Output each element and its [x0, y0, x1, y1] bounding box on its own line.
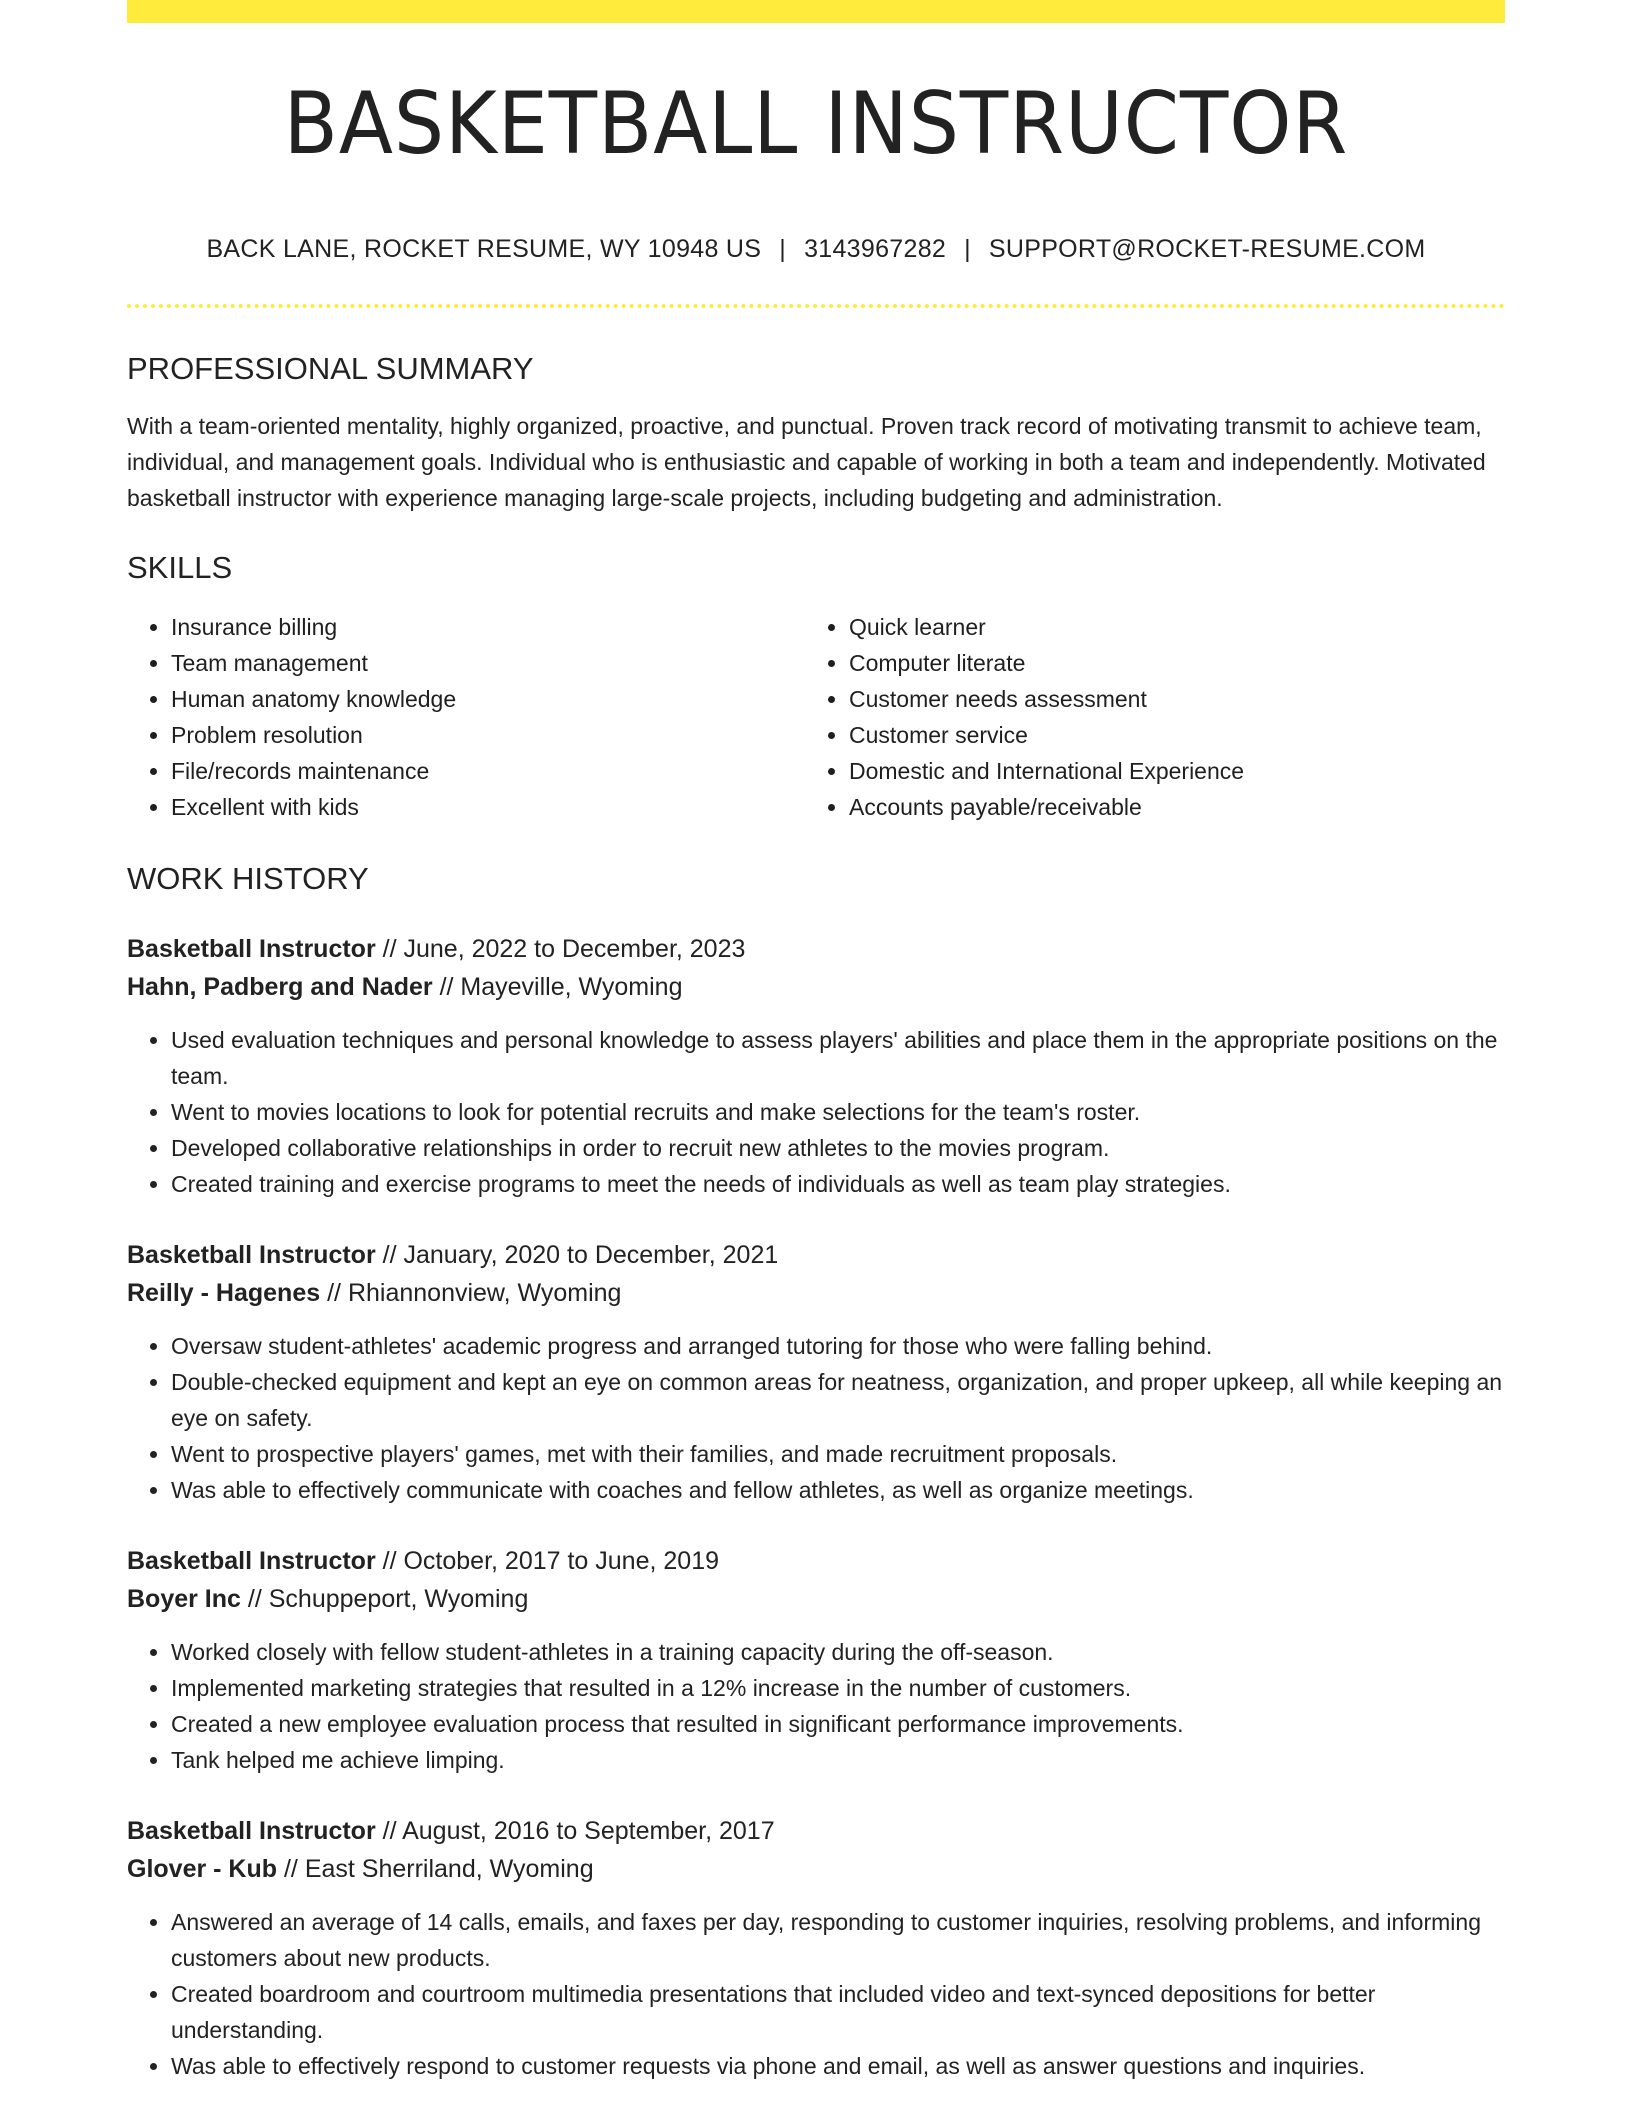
job-bullets — [127, 1904, 1505, 2084]
job-company-line — [127, 1274, 1505, 1312]
job-location: East Sherriland, Wyoming — [304, 1855, 594, 1883]
job-separator: // — [277, 1855, 305, 1883]
work-history-list — [127, 930, 1505, 2084]
skill-item: • Quick learner — [849, 609, 1483, 645]
job-bullet: • Worked closely with fellow student-athletes in a training capacity during the off-season. — [171, 1634, 1505, 1670]
job-bullet: • Implemented marketing strategies that resulted in a 12% increase in the number of customers. — [171, 1670, 1505, 1706]
job-bullet: • Created a new employee evaluation process that resulted in significant performance improvements. — [171, 1706, 1505, 1742]
contact-line — [127, 235, 1505, 264]
job-company: Glover - Kub — [127, 1855, 278, 1883]
skill-item: • Insurance billing — [171, 609, 805, 645]
job-company: Boyer Inc — [127, 1585, 241, 1613]
job-role: Basketball Instructor — [127, 935, 376, 963]
job-bullet: • Created training and exercise programs to meet the needs of individuals as well as team play strategies. — [171, 1166, 1505, 1202]
job-company: Hahn, Padberg and Nader — [127, 973, 433, 1001]
skill-item: • Domestic and International Experience — [849, 753, 1483, 789]
job-bullet: • Went to movies locations to look for potential recruits and make selections for the team's roster. — [171, 1094, 1505, 1130]
skill-item: • File/records maintenance — [171, 753, 805, 789]
job-separator: // — [375, 1817, 403, 1845]
skill-item: • Computer literate — [849, 645, 1483, 681]
job-entry — [127, 930, 1505, 1202]
job-bullet: • Was able to effectively communicate with coaches and fellow athletes, as well as organize meetings. — [171, 1472, 1505, 1508]
skill-item: • Customer service — [849, 717, 1483, 753]
job-separator: // — [432, 973, 461, 1001]
job-separator: // — [240, 1585, 269, 1613]
job-bullet: • Double-checked equipment and kept an eye on common areas for neatness, organization, and proper upkeep, all while keeping an eye on safety. — [171, 1364, 1505, 1436]
job-company-line — [127, 1580, 1505, 1618]
skill-item: • Human anatomy knowledge — [171, 681, 805, 717]
job-bullet: • Went to prospective players' games, met with their families, and made recruitment proposals. — [171, 1436, 1505, 1472]
job-company: Reilly - Hagenes — [127, 1279, 321, 1307]
skills-left-list — [127, 609, 805, 825]
job-dates: June, 2022 to December, 2023 — [403, 935, 746, 963]
job-role: Basketball Instructor — [127, 1547, 376, 1575]
job-entry — [127, 1542, 1505, 1778]
summary-heading: PROFESSIONAL SUMMARY — [127, 351, 534, 386]
skill-item: • Customer needs assessment — [849, 681, 1483, 717]
skills-right-list — [805, 609, 1483, 825]
job-entry — [127, 1236, 1505, 1508]
job-bullet: • Answered an average of 14 calls, emails, and faxes per day, responding to customer inquiries, resolving problems, and informing customers about new products. — [171, 1904, 1505, 1976]
skill-item: • Excellent with kids — [171, 789, 805, 825]
accent-top-bar — [127, 0, 1505, 23]
job-title-line — [127, 1236, 1505, 1274]
job-location: Schuppeport, Wyoming — [268, 1585, 529, 1613]
skill-item: • Team management — [171, 645, 805, 681]
resume-page — [127, 0, 1505, 2084]
job-bullet: • Was able to effectively respond to customer requests via phone and email, as well as answer questions and inquiries. — [171, 2048, 1505, 2084]
job-bullet: • Used evaluation techniques and personal knowledge to assess players' abilities and place them in the appropriate positions on the team. — [171, 1022, 1505, 1094]
dotted-divider — [127, 304, 1505, 308]
summary-text: With a team-oriented mentality, highly organized, proactive, and punctual. Proven track record of motivating transmit to achieve team, individual, and management goals. Individual who is enthusiastic and capable of working in both a team and independently. Motivated basketball instructor with experience managing large-scale projects, including budgeting and administration. — [127, 413, 1486, 511]
resume-name: BASKETBALL INSTRUCTOR — [283, 74, 1349, 174]
job-bullets — [127, 1634, 1505, 1778]
contact-email: SUPPORT@ROCKET-RESUME.COM — [988, 235, 1426, 263]
job-company-line — [127, 968, 1505, 1006]
job-location: Mayeville, Wyoming — [460, 973, 683, 1001]
job-separator: // — [375, 1241, 404, 1269]
contact-phone: 3143967282 — [804, 235, 947, 263]
job-location: Rhiannonview, Wyoming — [347, 1279, 622, 1307]
skill-item: • Accounts payable/receivable — [849, 789, 1483, 825]
contact-separator: | — [779, 235, 787, 263]
job-separator: // — [375, 1547, 404, 1575]
job-title-line — [127, 1542, 1505, 1580]
skills-heading: SKILLS — [127, 550, 233, 585]
skills-columns — [127, 609, 1505, 825]
work-history-heading: WORK HISTORY — [127, 861, 369, 896]
contact-separator: | — [964, 235, 971, 263]
job-entry — [127, 1812, 1505, 2084]
job-dates: August, 2016 to September, 2017 — [402, 1817, 775, 1845]
job-bullets — [127, 1328, 1505, 1508]
job-bullet: • Developed collaborative relationships in order to recruit new athletes to the movies program. — [171, 1130, 1505, 1166]
contact-address: BACK LANE, ROCKET RESUME, WY 10948 US — [206, 235, 762, 263]
job-separator: // — [375, 935, 404, 963]
job-bullet: • Tank helped me achieve limping. — [171, 1742, 1505, 1778]
job-dates: October, 2017 to June, 2019 — [403, 1547, 719, 1575]
job-bullet: • Oversaw student-athletes' academic progress and arranged tutoring for those who were falling behind. — [171, 1328, 1505, 1364]
skill-item: • Problem resolution — [171, 717, 805, 753]
job-bullets — [127, 1022, 1505, 1202]
job-separator: // — [320, 1279, 348, 1307]
job-bullet: • Created boardroom and courtroom multimedia presentations that included video and text-synced depositions for better understanding. — [171, 1976, 1505, 2048]
job-company-line — [127, 1850, 1505, 1888]
job-role: Basketball Instructor — [127, 1241, 376, 1269]
job-role: Basketball Instructor — [127, 1817, 376, 1845]
job-dates: January, 2020 to December, 2021 — [403, 1241, 779, 1269]
job-title-line — [127, 930, 1505, 968]
job-title-line — [127, 1812, 1505, 1850]
